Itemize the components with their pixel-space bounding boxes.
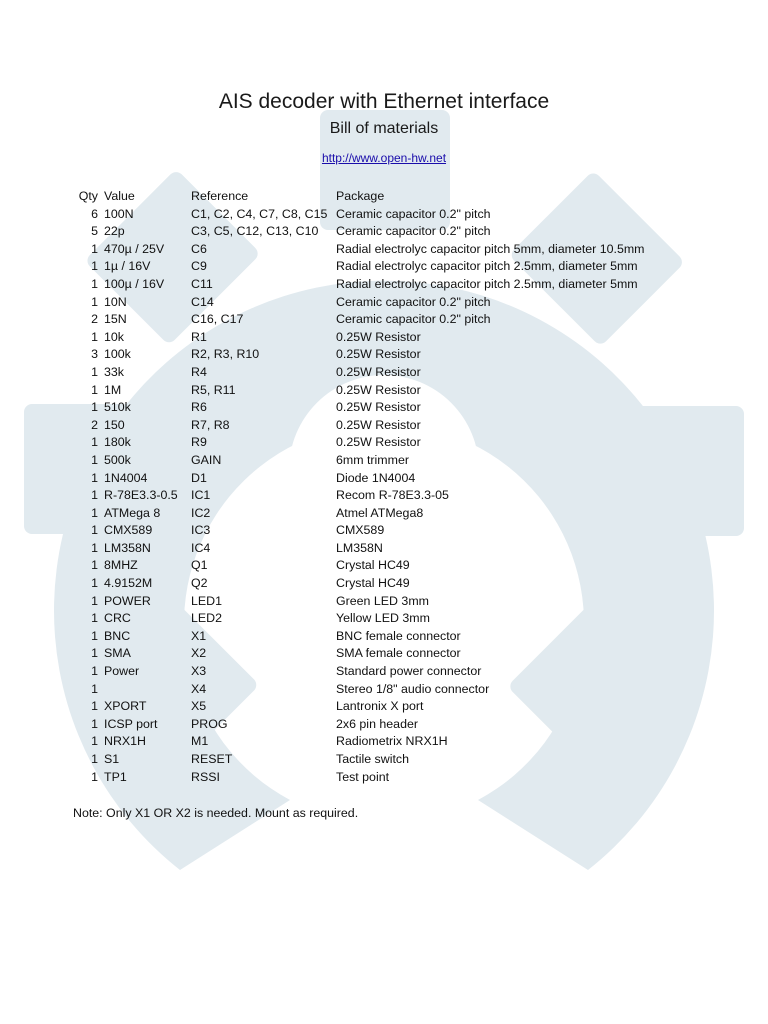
- cell-package: Atmel ATMega8: [336, 505, 424, 520]
- table-row: [70, 733, 716, 751]
- header-reference: Reference: [191, 189, 249, 203]
- cell-reference: C9: [191, 259, 207, 274]
- cell-package: 0.25W Resistor: [336, 417, 421, 432]
- table-row: [70, 575, 716, 593]
- table-row: [70, 698, 716, 716]
- table-row: [70, 311, 716, 329]
- cell-value: 470µ / 25V: [104, 241, 165, 256]
- cell-package: Lantronix X port: [336, 699, 424, 714]
- cell-qty: 1: [91, 452, 98, 467]
- cell-value: POWER: [104, 593, 151, 608]
- cell-package: 0.25W Resistor: [336, 329, 421, 344]
- cell-package: Ceramic capacitor 0.2" pitch: [336, 312, 491, 327]
- table-row: [70, 294, 716, 312]
- cell-reference: R7, R8: [191, 417, 230, 432]
- cell-value: 500k: [104, 452, 131, 467]
- cell-qty: 1: [91, 505, 98, 520]
- cell-reference: C3, C5, C12, C13, C10: [191, 224, 319, 239]
- cell-package: Diode 1N4004: [336, 470, 416, 485]
- table-row: [70, 258, 716, 276]
- cell-reference: X2: [191, 646, 207, 661]
- table-row: [70, 399, 716, 417]
- cell-reference: R5, R11: [191, 382, 236, 397]
- cell-reference: R1: [191, 329, 207, 344]
- cell-reference: C11: [191, 276, 213, 291]
- cell-qty: 1: [91, 646, 98, 661]
- cell-package: BNC female connector: [336, 628, 461, 643]
- cell-package: Tactile switch: [336, 752, 409, 766]
- cell-reference: R2, R3, R10: [191, 347, 260, 362]
- cell-package: 0.25W Resistor: [336, 364, 421, 379]
- cell-reference: IC2: [191, 505, 211, 520]
- cell-package: Yellow LED 3mm: [336, 611, 430, 626]
- cell-value: ATMega 8: [104, 505, 161, 520]
- cell-value: 510k: [104, 400, 131, 415]
- cell-reference: R9: [191, 435, 207, 450]
- cell-package: Crystal HC49: [336, 576, 410, 591]
- cell-value: S1: [104, 752, 120, 766]
- cell-reference: LED2: [191, 611, 222, 626]
- cell-reference: PROG: [191, 716, 228, 731]
- cell-qty: 1: [91, 276, 98, 291]
- cell-value: 180k: [104, 435, 131, 450]
- cell-package: Ceramic capacitor 0.2" pitch: [336, 224, 491, 239]
- cell-qty: 1: [91, 576, 98, 591]
- table-header-row: [70, 188, 716, 206]
- cell-package: Radial electrolyc capacitor pitch 2.5mm, diameter 5mm: [336, 259, 638, 274]
- cell-value: LM358N: [104, 540, 151, 555]
- table-row: [70, 452, 716, 470]
- cell-package: 0.25W Resistor: [336, 382, 421, 397]
- cell-qty: 1: [91, 523, 98, 538]
- table-row: [70, 593, 716, 611]
- table-row: [70, 540, 716, 558]
- table-row: [70, 663, 716, 681]
- cell-package: SMA female connector: [336, 646, 461, 661]
- cell-value: ICSP port: [104, 716, 158, 731]
- cell-package: CMX589: [336, 523, 385, 538]
- cell-value: 10k: [104, 329, 124, 344]
- table-row: [70, 417, 716, 435]
- cell-reference: IC3: [191, 523, 211, 538]
- cell-qty: 1: [91, 769, 98, 784]
- table-row: [70, 769, 716, 787]
- cell-value: 100µ / 16V: [104, 276, 165, 291]
- cell-package: 0.25W Resistor: [336, 400, 421, 415]
- document-title: AIS decoder with Ethernet interface: [218, 90, 550, 113]
- cell-qty: 1: [91, 628, 98, 643]
- cell-package: LM358N: [336, 540, 383, 555]
- cell-value: 8MHZ: [104, 558, 138, 573]
- cell-reference: X1: [191, 628, 207, 643]
- cell-reference: IC1: [191, 488, 211, 503]
- header-qty: Qty: [78, 189, 98, 203]
- cell-package: 0.25W Resistor: [336, 435, 421, 450]
- cell-reference: D1: [191, 470, 207, 485]
- cell-qty: 1: [91, 593, 98, 608]
- cell-package: Crystal HC49: [336, 558, 410, 573]
- cell-package: Standard power connector: [336, 664, 482, 679]
- cell-value: 150: [104, 417, 125, 432]
- table-row: [70, 206, 716, 224]
- cell-value: 1µ / 16V: [104, 259, 151, 274]
- cell-qty: 1: [91, 752, 98, 766]
- cell-value: 100k: [104, 347, 131, 362]
- cell-reference: C16, C17: [191, 312, 244, 327]
- cell-reference: Q1: [191, 558, 208, 573]
- cell-package: Test point: [336, 769, 390, 784]
- cell-qty: 1: [91, 716, 98, 731]
- cell-value: BNC: [104, 628, 131, 643]
- cell-package: Ceramic capacitor 0.2" pitch: [336, 294, 491, 309]
- table-row: [70, 610, 716, 628]
- cell-qty: 5: [91, 224, 98, 239]
- cell-reference: RSSI: [191, 769, 220, 784]
- table-row: [70, 487, 716, 505]
- cell-value: 15N: [104, 312, 127, 327]
- cell-qty: 1: [91, 259, 98, 274]
- cell-value: 10N: [104, 294, 127, 309]
- cell-reference: C6: [191, 241, 207, 256]
- cell-qty: 3: [91, 347, 98, 362]
- mounting-note: Note: Only X1 OR X2 is needed. Mount as required.: [73, 806, 359, 820]
- cell-value: 22p: [104, 224, 125, 239]
- table-body: [70, 206, 716, 787]
- cell-value: 4.9152M: [104, 576, 153, 591]
- table-row: [70, 557, 716, 575]
- table-row: [70, 346, 716, 364]
- cell-qty: 1: [91, 400, 98, 415]
- cell-value: 33k: [104, 364, 124, 379]
- table-row: [70, 645, 716, 663]
- cell-qty: 1: [91, 329, 98, 344]
- table-row: [70, 241, 716, 259]
- header-value: Value: [104, 189, 135, 203]
- bom-table: [70, 188, 716, 786]
- cell-qty: 6: [91, 206, 98, 221]
- cell-reference: RESET: [191, 752, 233, 766]
- cell-value: CRC: [104, 611, 131, 626]
- cell-value: TP1: [104, 769, 127, 784]
- cell-qty: 1: [91, 470, 98, 485]
- cell-value: SMA: [104, 646, 131, 661]
- cell-value: R-78E3.3-0.5: [104, 488, 178, 503]
- cell-reference: C14: [191, 294, 214, 309]
- cell-package: Ceramic capacitor 0.2" pitch: [336, 206, 491, 221]
- cell-reference: X3: [191, 664, 207, 679]
- table-row: [70, 276, 716, 294]
- cell-package: Radial electrolyc capacitor pitch 2.5mm, diameter 5mm: [336, 276, 638, 291]
- website-link[interactable]: http://www.open-hw.net: [321, 151, 447, 165]
- cell-value: Power: [104, 664, 140, 679]
- table-row: [70, 470, 716, 488]
- cell-value: 1N4004: [104, 470, 148, 485]
- cell-qty: 1: [91, 681, 98, 696]
- table-row: [70, 522, 716, 540]
- cell-value: CMX589: [104, 523, 153, 538]
- cell-reference: R6: [191, 400, 207, 415]
- table-row: [70, 382, 716, 400]
- cell-qty: 2: [91, 417, 98, 432]
- cell-qty: 1: [91, 294, 98, 309]
- cell-value: XPORT: [104, 699, 147, 714]
- cell-value: NRX1H: [104, 734, 146, 749]
- cell-qty: 1: [91, 382, 98, 397]
- cell-value: [104, 681, 191, 699]
- cell-qty: 1: [91, 488, 98, 503]
- table-row: [70, 223, 716, 241]
- cell-reference: M1: [191, 734, 209, 749]
- cell-value: 1M: [104, 382, 122, 397]
- cell-qty: 1: [91, 699, 98, 714]
- cell-reference: Q2: [191, 576, 208, 591]
- cell-qty: 1: [91, 435, 98, 450]
- cell-qty: 1: [91, 734, 98, 749]
- cell-reference: C1, C2, C4, C7, C8, C15: [191, 206, 328, 221]
- cell-qty: 2: [91, 312, 98, 327]
- table-row: [70, 681, 716, 699]
- cell-reference: GAIN: [191, 452, 222, 467]
- cell-qty: 1: [91, 540, 98, 555]
- cell-package: 6mm trimmer: [336, 452, 409, 467]
- cell-package: Stereo 1/8" audio connector: [336, 681, 490, 696]
- table-row: [70, 716, 716, 734]
- cell-reference: R4: [191, 364, 207, 379]
- cell-reference: IC4: [191, 540, 211, 555]
- document-subtitle: Bill of materials: [329, 120, 439, 137]
- cell-qty: 1: [91, 241, 98, 256]
- table-row: [70, 434, 716, 452]
- cell-package: Radial electrolyc capacitor pitch 5mm, diameter 10.5mm: [336, 241, 645, 256]
- cell-qty: 1: [91, 611, 98, 626]
- cell-package: 2x6 pin header: [336, 716, 418, 731]
- cell-reference: X4: [191, 681, 207, 696]
- cell-package: Radiometrix NRX1H: [336, 734, 448, 749]
- cell-qty: 1: [91, 364, 98, 379]
- cell-reference: LED1: [191, 593, 222, 608]
- table-row: [70, 751, 716, 769]
- cell-value: 100N: [104, 206, 134, 221]
- table-row: [70, 628, 716, 646]
- header-package: Package: [336, 189, 385, 203]
- cell-package: 0.25W Resistor: [336, 347, 421, 362]
- cell-reference: X5: [191, 699, 207, 714]
- table-row: [70, 329, 716, 347]
- cell-qty: 1: [91, 664, 98, 679]
- table-row: [70, 364, 716, 382]
- cell-package: Green LED 3mm: [336, 593, 429, 608]
- cell-qty: 1: [91, 558, 98, 573]
- table-row: [70, 505, 716, 523]
- cell-package: Recom R-78E3.3-05: [336, 488, 449, 503]
